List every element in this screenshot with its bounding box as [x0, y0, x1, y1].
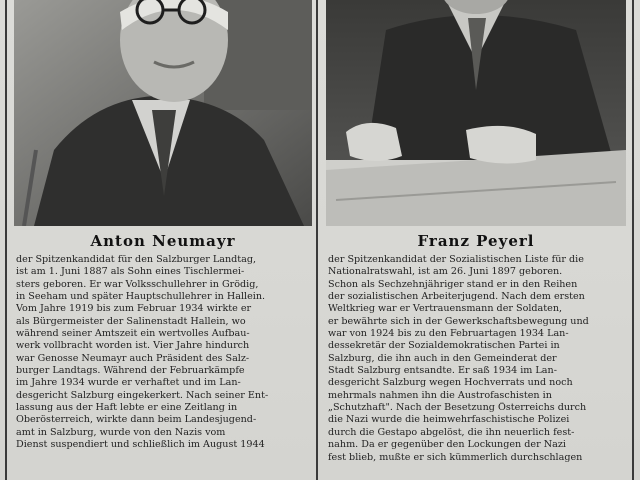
text-line: Nationalratswahl, ist am 26. Juni 1897 geboren. — [328, 266, 563, 278]
text-line: Schon als Sechzehnjähriger stand er in den Reihen — [328, 278, 578, 290]
portrait-photo-right — [326, 0, 626, 226]
text-line: war von 1924 bis zu den Februartagen 1934 Lan- — [328, 328, 569, 340]
text-line: Vom Jahre 1919 bis zum Februar 1934 wirkte er — [16, 303, 252, 315]
text-line: Salzburg, die ihn auch in den Gemeinderat der — [328, 352, 557, 364]
text-line: Stadt Salzburg entsandte. Er saß 1934 im Lan- — [328, 365, 557, 377]
biography-text-left — [16, 254, 310, 480]
text-line: ist am 1. Juni 1887 als Sohn eines Tischlermei- — [16, 266, 245, 278]
text-line: „Schutzhaft". Nach der Besetzung Österreichs durch — [328, 402, 587, 414]
name-caption-right: Franz Peyerl — [417, 232, 535, 250]
column-rule-middle — [316, 0, 318, 480]
text-line: war Genosse Neumayr auch Präsident des Salz- — [16, 352, 250, 364]
text-line: werk vollbracht worden ist. Vier Jahre hindurch — [16, 340, 250, 352]
biography-text-right — [328, 254, 624, 480]
text-line: desgericht Salzburg eingekerkert. Nach seiner Ent- — [16, 389, 269, 401]
text-line: burger Landtags. Während der Februarkämpfe — [16, 365, 245, 377]
column-rule-right — [632, 0, 634, 480]
text-line: mehrmals nahmen ihn die Austrofaschisten in — [328, 389, 552, 401]
text-line: sters geboren. Er war Volksschullehrer in Grödig, — [16, 278, 259, 290]
text-line: der Spitzenkandidat für den Salzburger Landtag, — [16, 254, 257, 265]
text-line: desgericht Salzburg wegen Hochverrats und noch — [328, 377, 573, 389]
text-line: im Jahre 1934 wurde er verhaftet und im Lan- — [16, 377, 241, 389]
text-line: dessekretär der Sozialdemokratischen Partei in — [328, 340, 560, 352]
text-line: er bewährte sich in der Gewerkschaftsbewegung und — [328, 315, 589, 327]
name-caption-left: Anton Neumayr — [90, 232, 236, 250]
text-line: während seiner Amtszeit ein wertvolles Aufbau- — [16, 328, 250, 340]
text-line: fest blieb, mußte er sich kümmerlich durchschlagen — [328, 451, 583, 463]
text-line: der Spitzenkandidat der Sozialistischen Liste für die — [328, 254, 584, 265]
text-line: durch die Gestapo abgelöst, die ihn neuerlich fest- — [328, 426, 575, 438]
text-line: die Nazi wurde die heimwehrfaschistische Polizei — [328, 414, 570, 426]
text-line: als Bürgermeister der Salinenstadt Hallein, wo — [16, 315, 246, 327]
text-line: Oberösterreich, wirkte dann beim Landesjugend- — [16, 414, 257, 426]
left-column — [14, 0, 312, 480]
text-line: nahm. Da er gegenüber den Lockungen der Nazi — [328, 439, 566, 451]
right-column — [326, 0, 626, 480]
text-line: amt in Salzburg, wurde von den Nazis vom — [16, 426, 226, 438]
column-rule-left — [5, 0, 7, 480]
text-line: lassung aus der Haft lebte er eine Zeitlang in — [16, 402, 238, 414]
text-line: Weltkrieg war er Vertrauensmann der Soldaten, — [328, 303, 563, 315]
portrait-photo-left — [14, 0, 312, 226]
text-line: der sozialistischen Arbeiterjugend. Nach dem ersten — [328, 291, 585, 303]
text-line: in Seeham und später Hauptschullehrer in Hallein. — [16, 291, 266, 303]
text-line: Dienst suspendiert und schließlich im August 1944 — [16, 439, 265, 451]
